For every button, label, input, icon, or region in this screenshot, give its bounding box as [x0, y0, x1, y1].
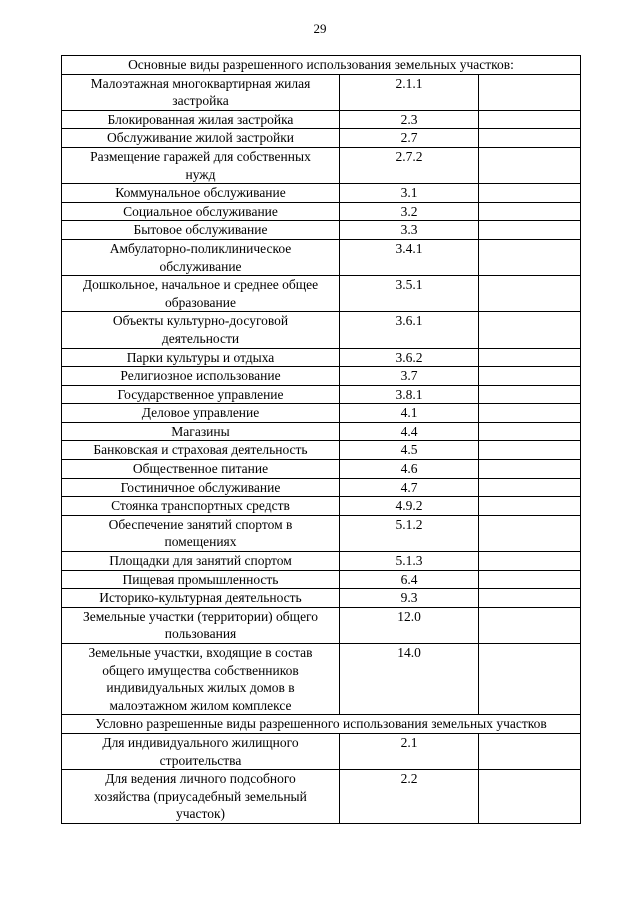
land-use-name-line: участок)	[175, 806, 226, 822]
empty-cell	[479, 312, 581, 348]
table-row	[62, 74, 581, 110]
table-row	[62, 460, 581, 479]
land-use-code-cell: 3.1	[340, 184, 479, 203]
table-row	[62, 367, 581, 386]
table-row	[62, 385, 581, 404]
land-use-name-cell	[62, 367, 340, 386]
land-use-name-line: застройка	[172, 93, 229, 109]
land-use-name-line: хозяйства (приусадебный земельный	[94, 788, 307, 804]
land-use-name-cell	[62, 770, 340, 824]
land-use-name-line: общего имущества собственников	[102, 662, 299, 678]
table-row	[62, 441, 581, 460]
land-use-code-cell: 2.2	[340, 770, 479, 824]
land-use-name-cell	[62, 147, 340, 183]
table-row	[62, 607, 581, 643]
land-use-name-line: Гостиничное обслуживание	[120, 479, 281, 495]
land-use-table	[61, 55, 581, 824]
land-use-name-line: обслуживание	[159, 258, 242, 274]
table-row	[62, 570, 581, 589]
section-title: Условно разрешенные виды разрешенного использования земельных участков	[62, 715, 581, 734]
land-use-name-line: Обеспечение занятий спортом в	[108, 516, 293, 532]
land-use-name-cell	[62, 733, 340, 769]
empty-cell	[479, 221, 581, 240]
empty-cell	[479, 733, 581, 769]
land-use-name-line: Деловое управление	[141, 405, 260, 421]
land-use-name-line: Парки культуры и отдыха	[126, 349, 275, 365]
table-row	[62, 770, 581, 824]
land-use-name-line: Обслуживание жилой застройки	[106, 130, 294, 146]
land-use-name-line: Объекты культурно-досуговой	[112, 313, 289, 329]
land-use-name-cell	[62, 129, 340, 148]
land-use-name-line: Размещение гаражей для собственных	[90, 148, 311, 164]
table-row	[62, 515, 581, 551]
empty-cell	[479, 478, 581, 497]
land-use-name-line: Бытовое обслуживание	[133, 222, 268, 238]
land-use-code-cell: 14.0	[340, 644, 479, 715]
land-use-name-line: нужд	[185, 166, 216, 182]
empty-cell	[479, 385, 581, 404]
land-use-name-line: Дошкольное, начальное и среднее общее	[82, 277, 319, 293]
land-use-name-line: Коммунальное обслуживание	[115, 185, 286, 201]
empty-cell	[479, 110, 581, 129]
land-use-code-cell: 2.1.1	[340, 74, 479, 110]
table-row	[62, 221, 581, 240]
land-use-name-line: помещениях	[164, 534, 237, 550]
land-use-name-cell	[62, 644, 340, 715]
land-use-code-cell: 12.0	[340, 607, 479, 643]
land-use-name-cell	[62, 515, 340, 551]
land-use-name-cell	[62, 276, 340, 312]
land-use-code-cell: 4.4	[340, 422, 479, 441]
land-use-name-cell	[62, 348, 340, 367]
land-use-name-line: Стоянка транспортных средств	[111, 498, 290, 514]
page-number: 29	[313, 21, 327, 36]
land-use-code-cell: 2.3	[340, 110, 479, 129]
land-use-name-line: Для ведения личного подсобного	[105, 771, 296, 787]
land-use-name-line: индивидуальных жилых домов в	[106, 680, 295, 696]
land-use-name-line: Банковская и страховая деятельность	[93, 442, 308, 458]
table-row	[62, 184, 581, 203]
land-use-name-line: Пищевая промышленность	[122, 571, 279, 587]
empty-cell	[479, 460, 581, 479]
land-use-name-cell	[62, 422, 340, 441]
table-row	[62, 129, 581, 148]
table-row	[62, 147, 581, 183]
table-row	[62, 422, 581, 441]
land-use-code-cell: 4.7	[340, 478, 479, 497]
land-use-name-line: пользования	[164, 626, 237, 642]
land-use-code-cell: 6.4	[340, 570, 479, 589]
empty-cell	[479, 276, 581, 312]
land-use-name-cell	[62, 385, 340, 404]
land-use-name-line: Государственное управление	[117, 386, 284, 402]
empty-cell	[479, 441, 581, 460]
land-use-code-cell: 3.6.1	[340, 312, 479, 348]
land-use-name-cell	[62, 478, 340, 497]
land-use-name-line: Малоэтажная многоквартирная жилая	[90, 75, 311, 91]
empty-cell	[479, 770, 581, 824]
empty-cell	[479, 367, 581, 386]
land-use-code-cell: 5.1.3	[340, 552, 479, 571]
land-use-code-cell: 3.7	[340, 367, 479, 386]
empty-cell	[479, 74, 581, 110]
land-use-name-line: Для индивидуального жилищного	[102, 734, 299, 750]
table-row	[62, 497, 581, 516]
land-use-name-cell	[62, 589, 340, 608]
table-row	[62, 733, 581, 769]
section-header-row	[62, 56, 581, 75]
land-use-name-cell	[62, 552, 340, 571]
land-use-name-cell	[62, 221, 340, 240]
land-use-code-cell: 4.9.2	[340, 497, 479, 516]
table-row	[62, 202, 581, 221]
land-use-table-body	[62, 56, 581, 824]
land-use-name-cell	[62, 404, 340, 423]
empty-cell	[479, 348, 581, 367]
land-use-code-cell: 3.3	[340, 221, 479, 240]
empty-cell	[479, 404, 581, 423]
land-use-name-line: Религиозное использование	[120, 368, 281, 384]
land-use-name-line: малоэтажном жилом комплексе	[109, 697, 292, 713]
land-use-name-cell	[62, 202, 340, 221]
empty-cell	[479, 644, 581, 715]
land-use-name-line: Земельные участки, входящие в состав	[88, 645, 313, 660]
land-use-name-line: Социальное обслуживание	[123, 203, 278, 219]
land-use-name-cell	[62, 460, 340, 479]
land-use-code-cell: 4.1	[340, 404, 479, 423]
empty-cell	[479, 607, 581, 643]
empty-cell	[479, 202, 581, 221]
land-use-code-cell: 4.6	[340, 460, 479, 479]
empty-cell	[479, 422, 581, 441]
empty-cell	[479, 147, 581, 183]
land-use-name-cell	[62, 312, 340, 348]
table-row	[62, 644, 581, 715]
table-row	[62, 239, 581, 275]
land-use-code-cell: 4.5	[340, 441, 479, 460]
land-use-code-cell: 3.8.1	[340, 385, 479, 404]
table-row	[62, 110, 581, 129]
land-use-code-cell: 3.6.2	[340, 348, 479, 367]
land-use-name-line: Амбулаторно-поликлиническое	[109, 240, 292, 256]
land-use-code-cell: 2.7	[340, 129, 479, 148]
land-use-code-cell: 5.1.2	[340, 515, 479, 551]
empty-cell	[479, 129, 581, 148]
land-use-name-line: Общественное питание	[132, 461, 269, 477]
land-use-name-cell	[62, 607, 340, 643]
empty-cell	[479, 515, 581, 551]
table-row	[62, 404, 581, 423]
table-row	[62, 276, 581, 312]
land-use-code-cell: 9.3	[340, 589, 479, 608]
land-use-name-line: Магазины	[171, 423, 230, 439]
empty-cell	[479, 589, 581, 608]
land-use-name-cell	[62, 184, 340, 203]
empty-cell	[479, 184, 581, 203]
land-use-code-cell: 3.2	[340, 202, 479, 221]
land-use-code-cell: 2.1	[340, 733, 479, 769]
land-use-code-cell: 3.5.1	[340, 276, 479, 312]
land-use-name-line: Блокированная жилая застройка	[107, 111, 294, 127]
land-use-name-line: Историко-культурная деятельность	[99, 590, 302, 606]
land-use-code-cell: 3.4.1	[340, 239, 479, 275]
empty-cell	[479, 497, 581, 516]
land-use-name-cell	[62, 74, 340, 110]
land-use-name-line: строительства	[159, 752, 242, 768]
table-row	[62, 478, 581, 497]
section-title: Основные виды разрешенного использования земельных участков:	[62, 56, 581, 75]
land-use-name-cell	[62, 570, 340, 589]
table-row	[62, 312, 581, 348]
land-use-code-cell: 2.7.2	[340, 147, 479, 183]
section-header-row	[62, 715, 581, 734]
land-use-name-cell	[62, 110, 340, 129]
table-row	[62, 589, 581, 608]
table-row	[62, 348, 581, 367]
land-use-name-line: Площадки для занятий спортом	[109, 553, 292, 569]
land-use-name-line: образование	[165, 294, 236, 310]
land-use-name-cell	[62, 239, 340, 275]
land-use-name-cell	[62, 441, 340, 460]
empty-cell	[479, 239, 581, 275]
table-row	[62, 552, 581, 571]
empty-cell	[479, 552, 581, 571]
land-use-name-line: деятельности	[161, 330, 240, 346]
empty-cell	[479, 570, 581, 589]
land-use-name-line: Земельные участки (территории) общего	[82, 608, 319, 624]
land-use-name-cell	[62, 497, 340, 516]
